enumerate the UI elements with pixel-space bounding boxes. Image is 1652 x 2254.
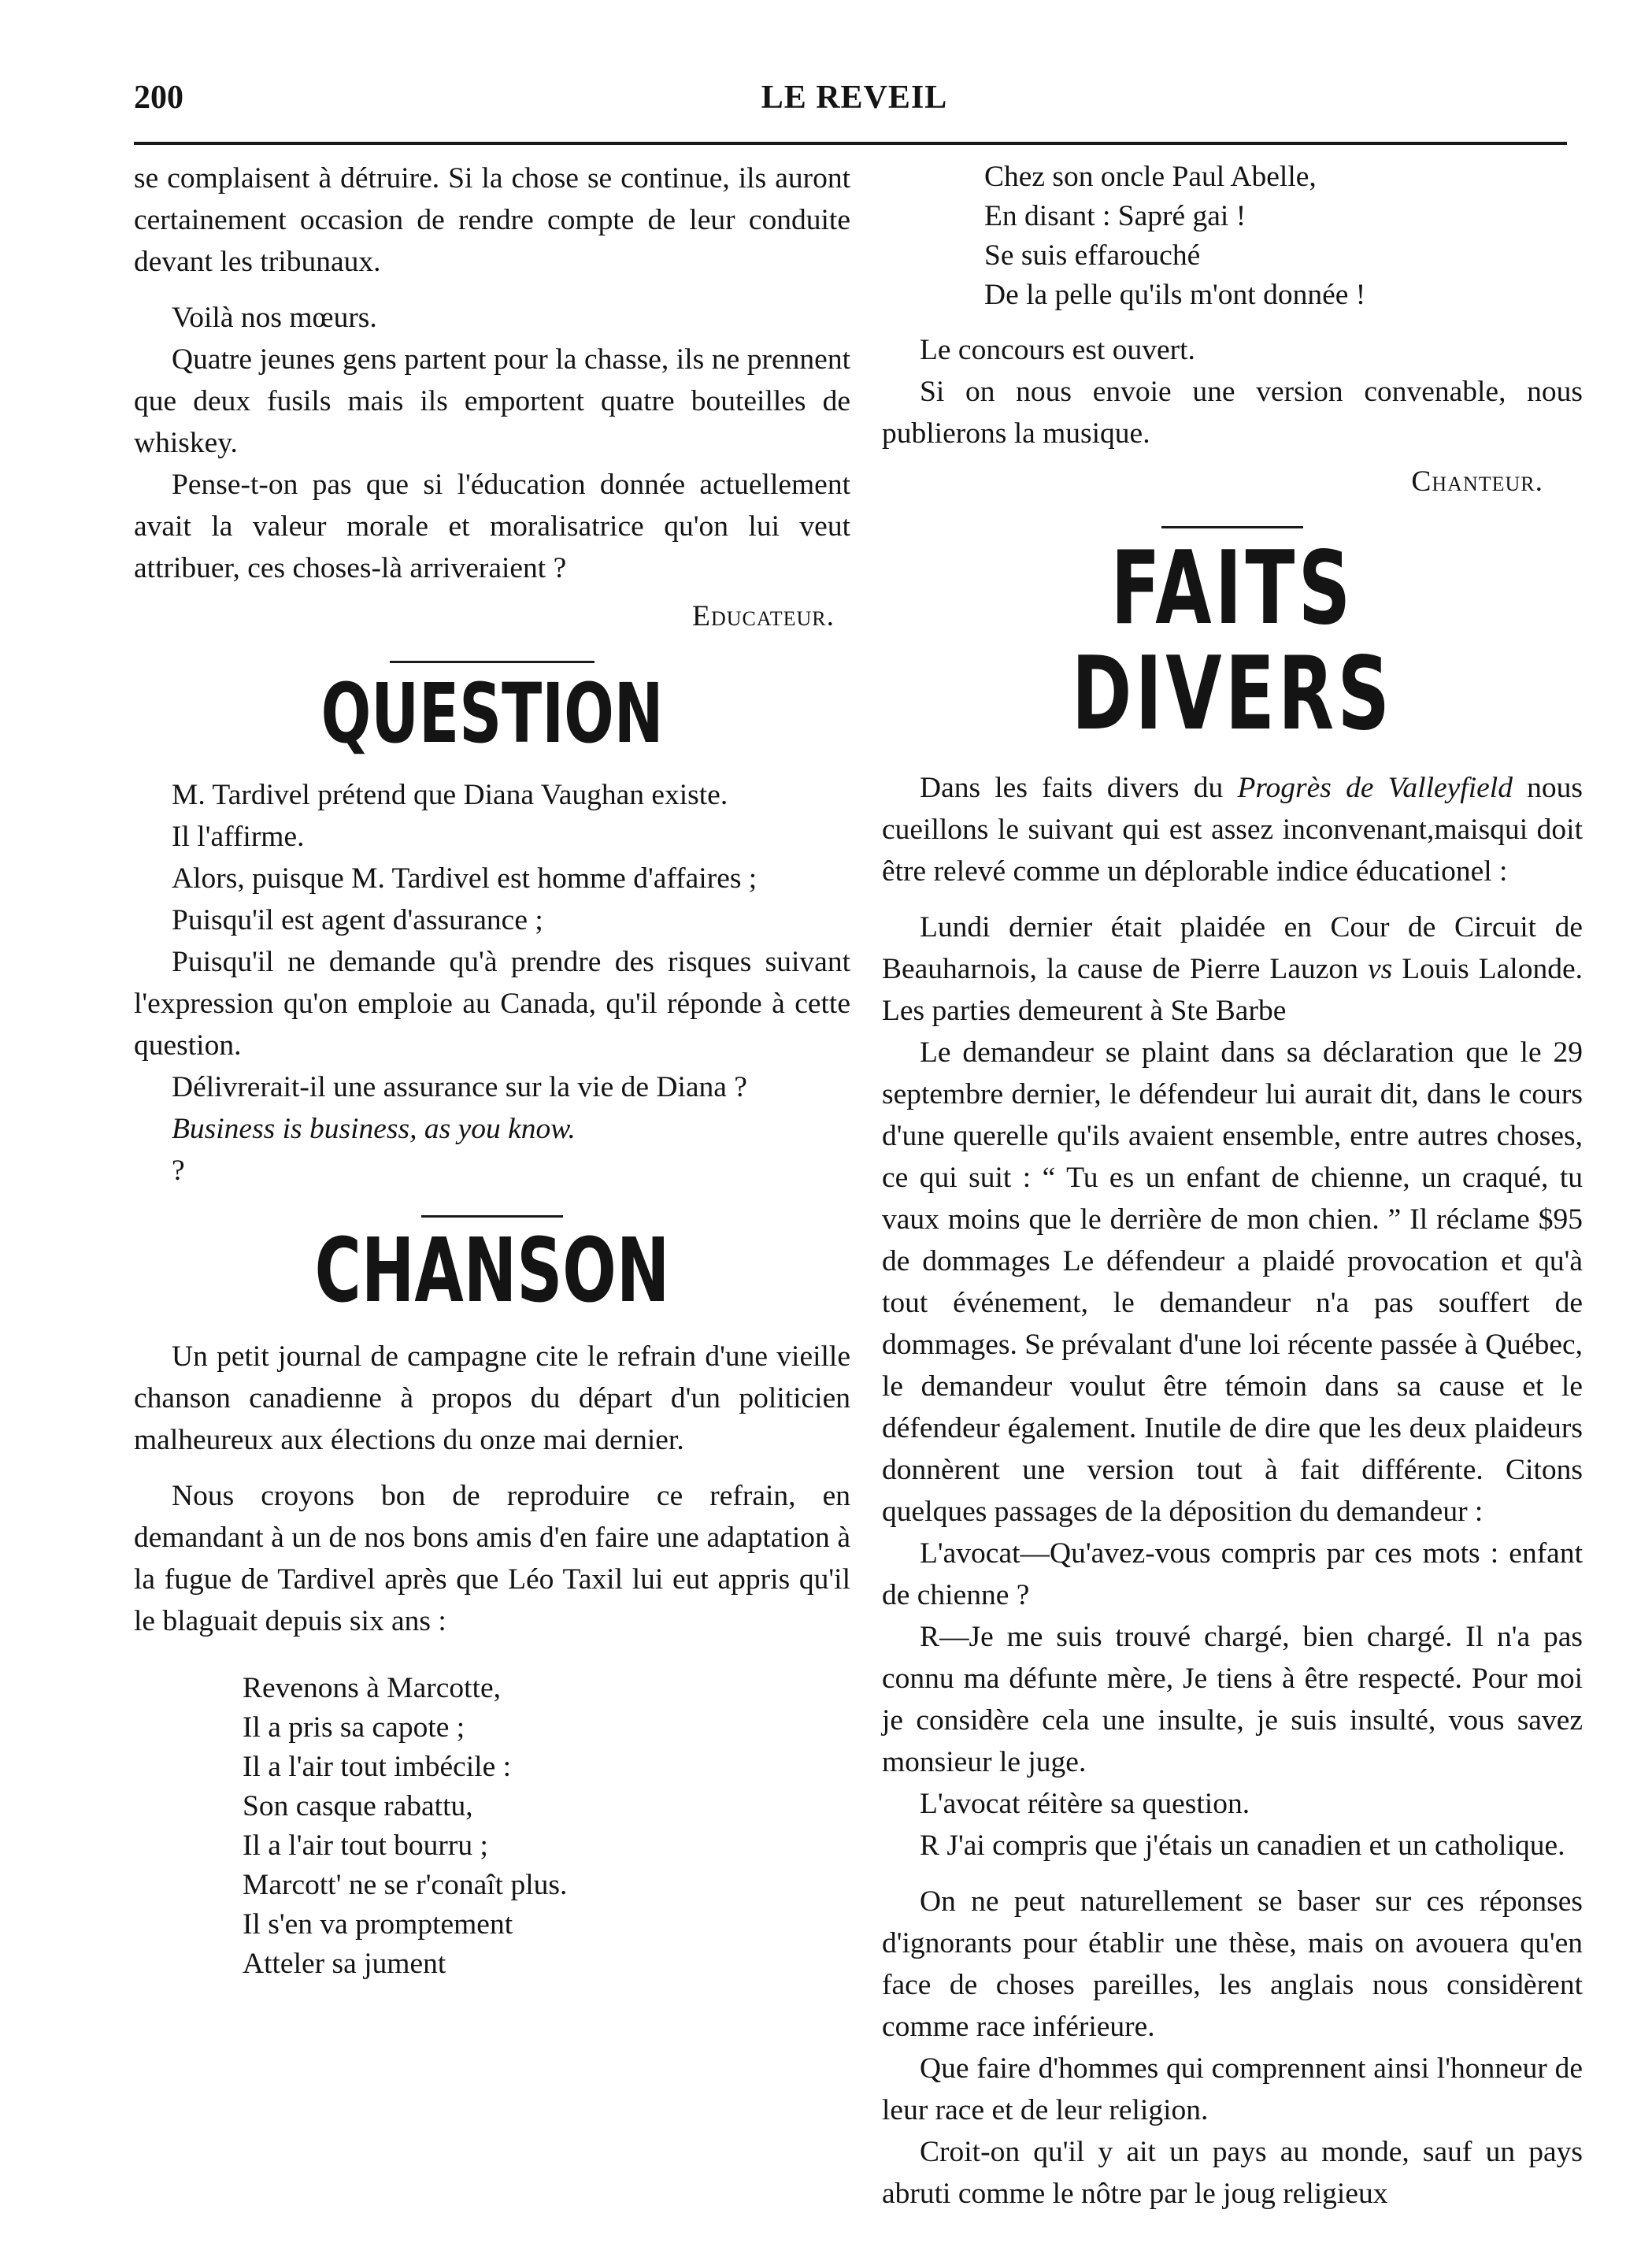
section-separator	[421, 1215, 563, 1218]
paragraph: R J'ai compris que j'étais un canadien et un catholique.	[920, 1829, 1565, 1862]
paragraph: On ne peut naturellement se baser sur ces réponses d'ignorants pour établir une thèse, mais on avouera qu'en face de choses pareilles, les anglais nous considèrent comme race inférieure.	[882, 1885, 1583, 2043]
paragraph: Délivrerait-il une assurance sur la vie de Diana ?	[172, 1071, 747, 1104]
versus: vs	[1367, 952, 1393, 985]
paragraph: Un petit journal de campagne cite le refrain d'une vieille chanson canadienne à propos du départ d'un politicien malheureux aux élections du onze mai dernier.	[134, 1340, 850, 1456]
italic-paragraph: Business is business, as you know.	[172, 1113, 576, 1146]
section-separator	[1161, 526, 1303, 528]
section-separator	[390, 661, 594, 663]
verse-line: Son casque rabattu,	[243, 1789, 473, 1822]
running-title: LE REVEIL	[761, 80, 948, 116]
verse-line: Il a l'air tout imbécile :	[243, 1750, 512, 1783]
newspaper-source: Progrès de Valleyfield	[1237, 771, 1513, 804]
header-rule	[134, 142, 1567, 145]
paragraph: M. Tardivel prétend que Diana Vaughan existe.	[172, 779, 728, 812]
verse-line: En disant : Sapré gai !	[984, 200, 1246, 232]
text-run: nous cueillons le suivant qui est assez inconvenant,maisqui doit être relevé comme un déplorable indice éducationel :	[882, 771, 1583, 888]
paragraph: Que faire d'hommes qui comprennent ainsi l'honneur de leur race et de leur religion.	[882, 2052, 1583, 2126]
paragraph: Voilà nos mœurs.	[172, 302, 377, 334]
question-mark: ?	[172, 1155, 185, 1188]
verse-line: Il s'en va promptement	[243, 1907, 513, 1941]
verse-line: Revenons à Marcotte,	[243, 1671, 502, 1704]
text-run: Louis Lalonde. Les parties demeurent à Ste Barbe	[882, 952, 1583, 1027]
text-run: Lundi dernier était plaidée en Cour de Circuit de Beauharnois, la cause de Pierre Lauzon	[882, 910, 1583, 985]
paragraph: Alors, puisque M. Tardivel est homme d'affaires ;	[172, 862, 757, 895]
song-verse	[243, 1669, 850, 1984]
page-number: 200	[134, 80, 183, 116]
paragraph: Le concours est ouvert.	[920, 334, 1195, 366]
right-column	[882, 158, 1583, 2215]
paragraph: Puisqu'il est agent d'assurance ;	[172, 904, 543, 937]
section-heading-chanson: CHANSON	[314, 1220, 670, 1323]
verse-line: Marcott' ne se r'conaît plus.	[243, 1868, 568, 1901]
paragraph: Il l'affirme.	[172, 821, 305, 854]
verse-line: Atteler sa jument	[243, 1947, 446, 1980]
verse-line: Il a l'air tout bourru ;	[243, 1829, 488, 1862]
paragraph: Puisqu'il ne demande qu'à prendre des risques suivant l'expression qu'on emploie au Canada, qu'il réponde à cette question.	[134, 946, 850, 1062]
paragraph: Le demandeur se plaint dans sa déclaration que le 29 septembre dernier, le défendeur lui aurait dit, dans le cours d'une querelle qu'ils avaient ensemble, entre autres choses, ce qui suit : “ Tu es un enfant de chienne, un craqué, tu vaux moins que le derrière de mon chien. ” Il réclame $95 de dommages Le défendeur a plaidé provocation et qu'à tout événement, le demandeur n'a pas souffert de dommages. Se prévalant d'une loi récente passée à Québec, le demandeur voulut être témoin dans sa cause et le défendeur également. Inutile de dire que les deux plaideurs donnèrent une version tout à fait différente. Citons quelques passages de la déposition du demandeur :	[882, 1036, 1583, 1528]
paragraph: Nous croyons bon de reproduire ce refrain, en demandant à un de nos bons amis d'en faire une adaptation à la fugue de Tardivel après que Léo Taxil lui eut appris qu'il le blaguait depuis six ans :	[134, 1479, 850, 1637]
paragraph	[882, 906, 1583, 1032]
verse-line: Chez son oncle Paul Abelle,	[984, 161, 1317, 193]
left-column	[134, 158, 850, 1984]
paragraph: L'avocat—Qu'avez-vous compris par ces mots : enfant de chienne ?	[882, 1537, 1583, 1611]
verse-line: Il a pris sa capote ;	[243, 1711, 465, 1744]
paragraph: se complaisent à détruire. Si la chose se continue, ils auront certainement occasion de rendre compte de leur conduite devant les tribunaux.	[134, 162, 850, 278]
signature: Chanteur.	[1411, 465, 1543, 498]
verse-line: Se suis effarouché	[984, 239, 1201, 272]
paragraph: L'avocat réitère sa question.	[920, 1787, 1250, 1820]
verse-line: De la pelle qu'ils m'ont donnée !	[984, 279, 1366, 311]
signature: Educateur.	[692, 600, 835, 632]
paragraph: Si on nous envoie une version convenable, nous publierons la musique.	[882, 376, 1583, 450]
paragraph: R—Je me suis trouvé chargé, bien chargé. Il n'a pas connu ma défunte mère, Je tiens à être respecté. Pour moi je considère cela une insulte, je suis insulté, vous savez monsieur le juge.	[882, 1620, 1583, 1778]
paragraph: Croit-on qu'il y ait un pays au monde, sauf un pays abruti comme le nôtre par le joug religieux	[882, 2135, 1583, 2210]
paragraph	[882, 767, 1583, 892]
section-heading-faits-divers: FAITS DIVERS	[1071, 530, 1394, 754]
paragraph: Quatre jeunes gens partent pour la chasse, ils ne prennent que deux fusils mais ils emportent quatre bouteilles de whiskey.	[134, 343, 850, 459]
paragraph: Pense-t-on pas que si l'éducation donnée actuellement avait la valeur morale et moralisatrice qu'on lui veut attribuer, ces choses-là arriveraient ?	[134, 469, 850, 584]
song-verse-continued	[984, 158, 1583, 315]
section-heading-question: QUESTION	[320, 665, 664, 762]
text-run: Dans les faits divers du	[920, 771, 1238, 804]
page-header	[134, 79, 1575, 126]
